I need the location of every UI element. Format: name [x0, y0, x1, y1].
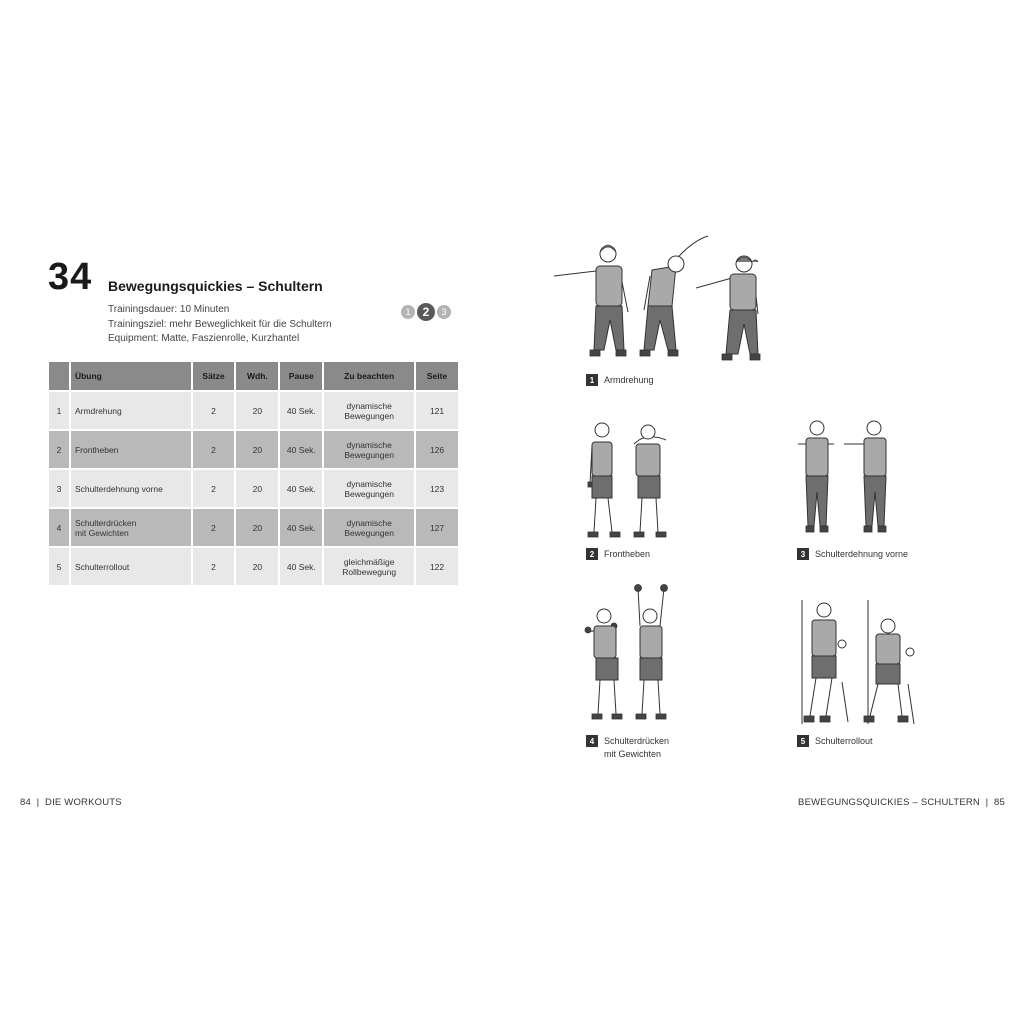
- sets-value: 2: [192, 391, 236, 430]
- exercise-4-label: Schulterdrücken mit Gewichten: [604, 736, 670, 759]
- header-exercise: Übung: [70, 362, 192, 391]
- row-number: 5: [49, 547, 70, 585]
- notes-value: dynamische Bewegungen: [323, 430, 415, 469]
- header-sets: Sätze: [192, 362, 236, 391]
- exercise-3-illustration: [794, 418, 894, 542]
- exercise-3-number: 3: [797, 548, 809, 560]
- exercise-name: Frontheben: [70, 430, 192, 469]
- page-ref: 127: [415, 508, 458, 547]
- page-ref: 122: [415, 547, 458, 585]
- duration-text: Trainingsdauer: 10 Minuten: [108, 304, 230, 315]
- pause-value: 40 Sek.: [279, 469, 323, 508]
- footer-separator: |: [33, 797, 43, 808]
- exercise-name: Schulterdehnung vorne: [70, 469, 192, 508]
- footer-left: [20, 797, 122, 808]
- figure-5b: [864, 619, 914, 724]
- exercise-4-caption: [586, 735, 669, 760]
- figure-2a: [588, 423, 620, 537]
- pause-value: 40 Sek.: [279, 430, 323, 469]
- page-ref: 123: [415, 469, 458, 508]
- notes-value: dynamische Bewegungen: [323, 469, 415, 508]
- table-row: [49, 430, 458, 469]
- exercise-4-number: 4: [586, 735, 598, 747]
- figure-1c: [696, 256, 760, 360]
- header-pause: Pause: [279, 362, 323, 391]
- exercise-name: Armdrehung: [70, 391, 192, 430]
- page-ref: 126: [415, 430, 458, 469]
- notes-value: dynamische Bewegungen: [323, 391, 415, 430]
- table-row: [49, 508, 458, 547]
- exercise-1-number: 1: [586, 374, 598, 386]
- figure-1b: [640, 236, 708, 356]
- pause-value: 40 Sek.: [279, 547, 323, 585]
- pause-value: 40 Sek.: [279, 508, 323, 547]
- notes-value: gleichmäßige Rollbewegung: [323, 547, 415, 585]
- sets-value: 2: [192, 508, 236, 547]
- reps-value: 20: [235, 508, 279, 547]
- exercise-5-label: Schulterrollout: [815, 736, 873, 746]
- exercise-3-caption: [797, 548, 908, 561]
- page-ref: 121: [415, 391, 458, 430]
- row-number: 3: [49, 469, 70, 508]
- figure-3b: [844, 421, 886, 532]
- exercise-name: Schulterdrücken mit Gewichten: [70, 508, 192, 547]
- footer-right: [798, 797, 1005, 808]
- workout-table: [49, 362, 458, 585]
- left-page-number: 84: [20, 797, 31, 808]
- figure-4a: [585, 609, 622, 719]
- table-row: [49, 469, 458, 508]
- exercise-1-caption: [586, 374, 654, 387]
- reps-value: 20: [235, 469, 279, 508]
- header-notes: Zu beachten: [323, 362, 415, 391]
- exercise-1-illustration: [548, 232, 778, 370]
- notes-value: dynamische Bewegungen: [323, 508, 415, 547]
- exercise-5-caption: [797, 735, 873, 748]
- workout-info: [108, 303, 332, 347]
- exercise-5-number: 5: [797, 735, 809, 747]
- sets-value: 2: [192, 469, 236, 508]
- table-row: [49, 547, 458, 585]
- sets-value: 2: [192, 547, 236, 585]
- right-page-number: 85: [994, 797, 1005, 808]
- header-page: Seite: [415, 362, 458, 391]
- right-section-title: BEWEGUNGSQUICKIES – SCHULTERN: [798, 797, 980, 808]
- exercise-name: Schulterrollout: [70, 547, 192, 585]
- exercise-1-label: Armdrehung: [604, 375, 654, 385]
- difficulty-levels: [401, 303, 451, 321]
- level-3-badge: 3: [437, 305, 451, 319]
- header-nr: [49, 362, 70, 391]
- reps-value: 20: [235, 430, 279, 469]
- reps-value: 20: [235, 547, 279, 585]
- footer-separator: |: [982, 797, 992, 808]
- level-1-badge: 1: [401, 305, 415, 319]
- exercise-2-label: Frontheben: [604, 549, 651, 559]
- left-section-title: DIE WORKOUTS: [45, 797, 122, 808]
- workout-title: Bewegungsquickies – Schultern: [108, 278, 323, 294]
- header-reps: Wdh.: [235, 362, 279, 391]
- exercise-5-illustration: [798, 600, 920, 730]
- figure-4b: [635, 585, 668, 720]
- figure-5a: [804, 603, 848, 722]
- reps-value: 20: [235, 391, 279, 430]
- row-number: 4: [49, 508, 70, 547]
- exercise-2-caption: [586, 548, 650, 561]
- exercise-3-label: Schulterdehnung vorne: [815, 549, 909, 559]
- table-header-row: [49, 362, 458, 391]
- level-2-badge-active: 2: [417, 303, 435, 321]
- figure-3a: [798, 421, 834, 532]
- pause-value: 40 Sek.: [279, 391, 323, 430]
- row-number: 2: [49, 430, 70, 469]
- figure-2b: [634, 425, 666, 537]
- exercise-2-number: 2: [586, 548, 598, 560]
- row-number: 1: [49, 391, 70, 430]
- exercise-4-illustration: [582, 582, 682, 728]
- figure-1a: [554, 245, 628, 356]
- workout-number: 34: [48, 256, 93, 298]
- table-row: [49, 391, 458, 430]
- sets-value: 2: [192, 430, 236, 469]
- exercise-2-illustration: [582, 418, 682, 542]
- goal-text: Trainingsziel: mehr Beweglichkeit für die Schultern: [108, 318, 332, 330]
- equipment-text: Equipment: Matte, Faszienrolle, Kurzhantel: [108, 333, 300, 344]
